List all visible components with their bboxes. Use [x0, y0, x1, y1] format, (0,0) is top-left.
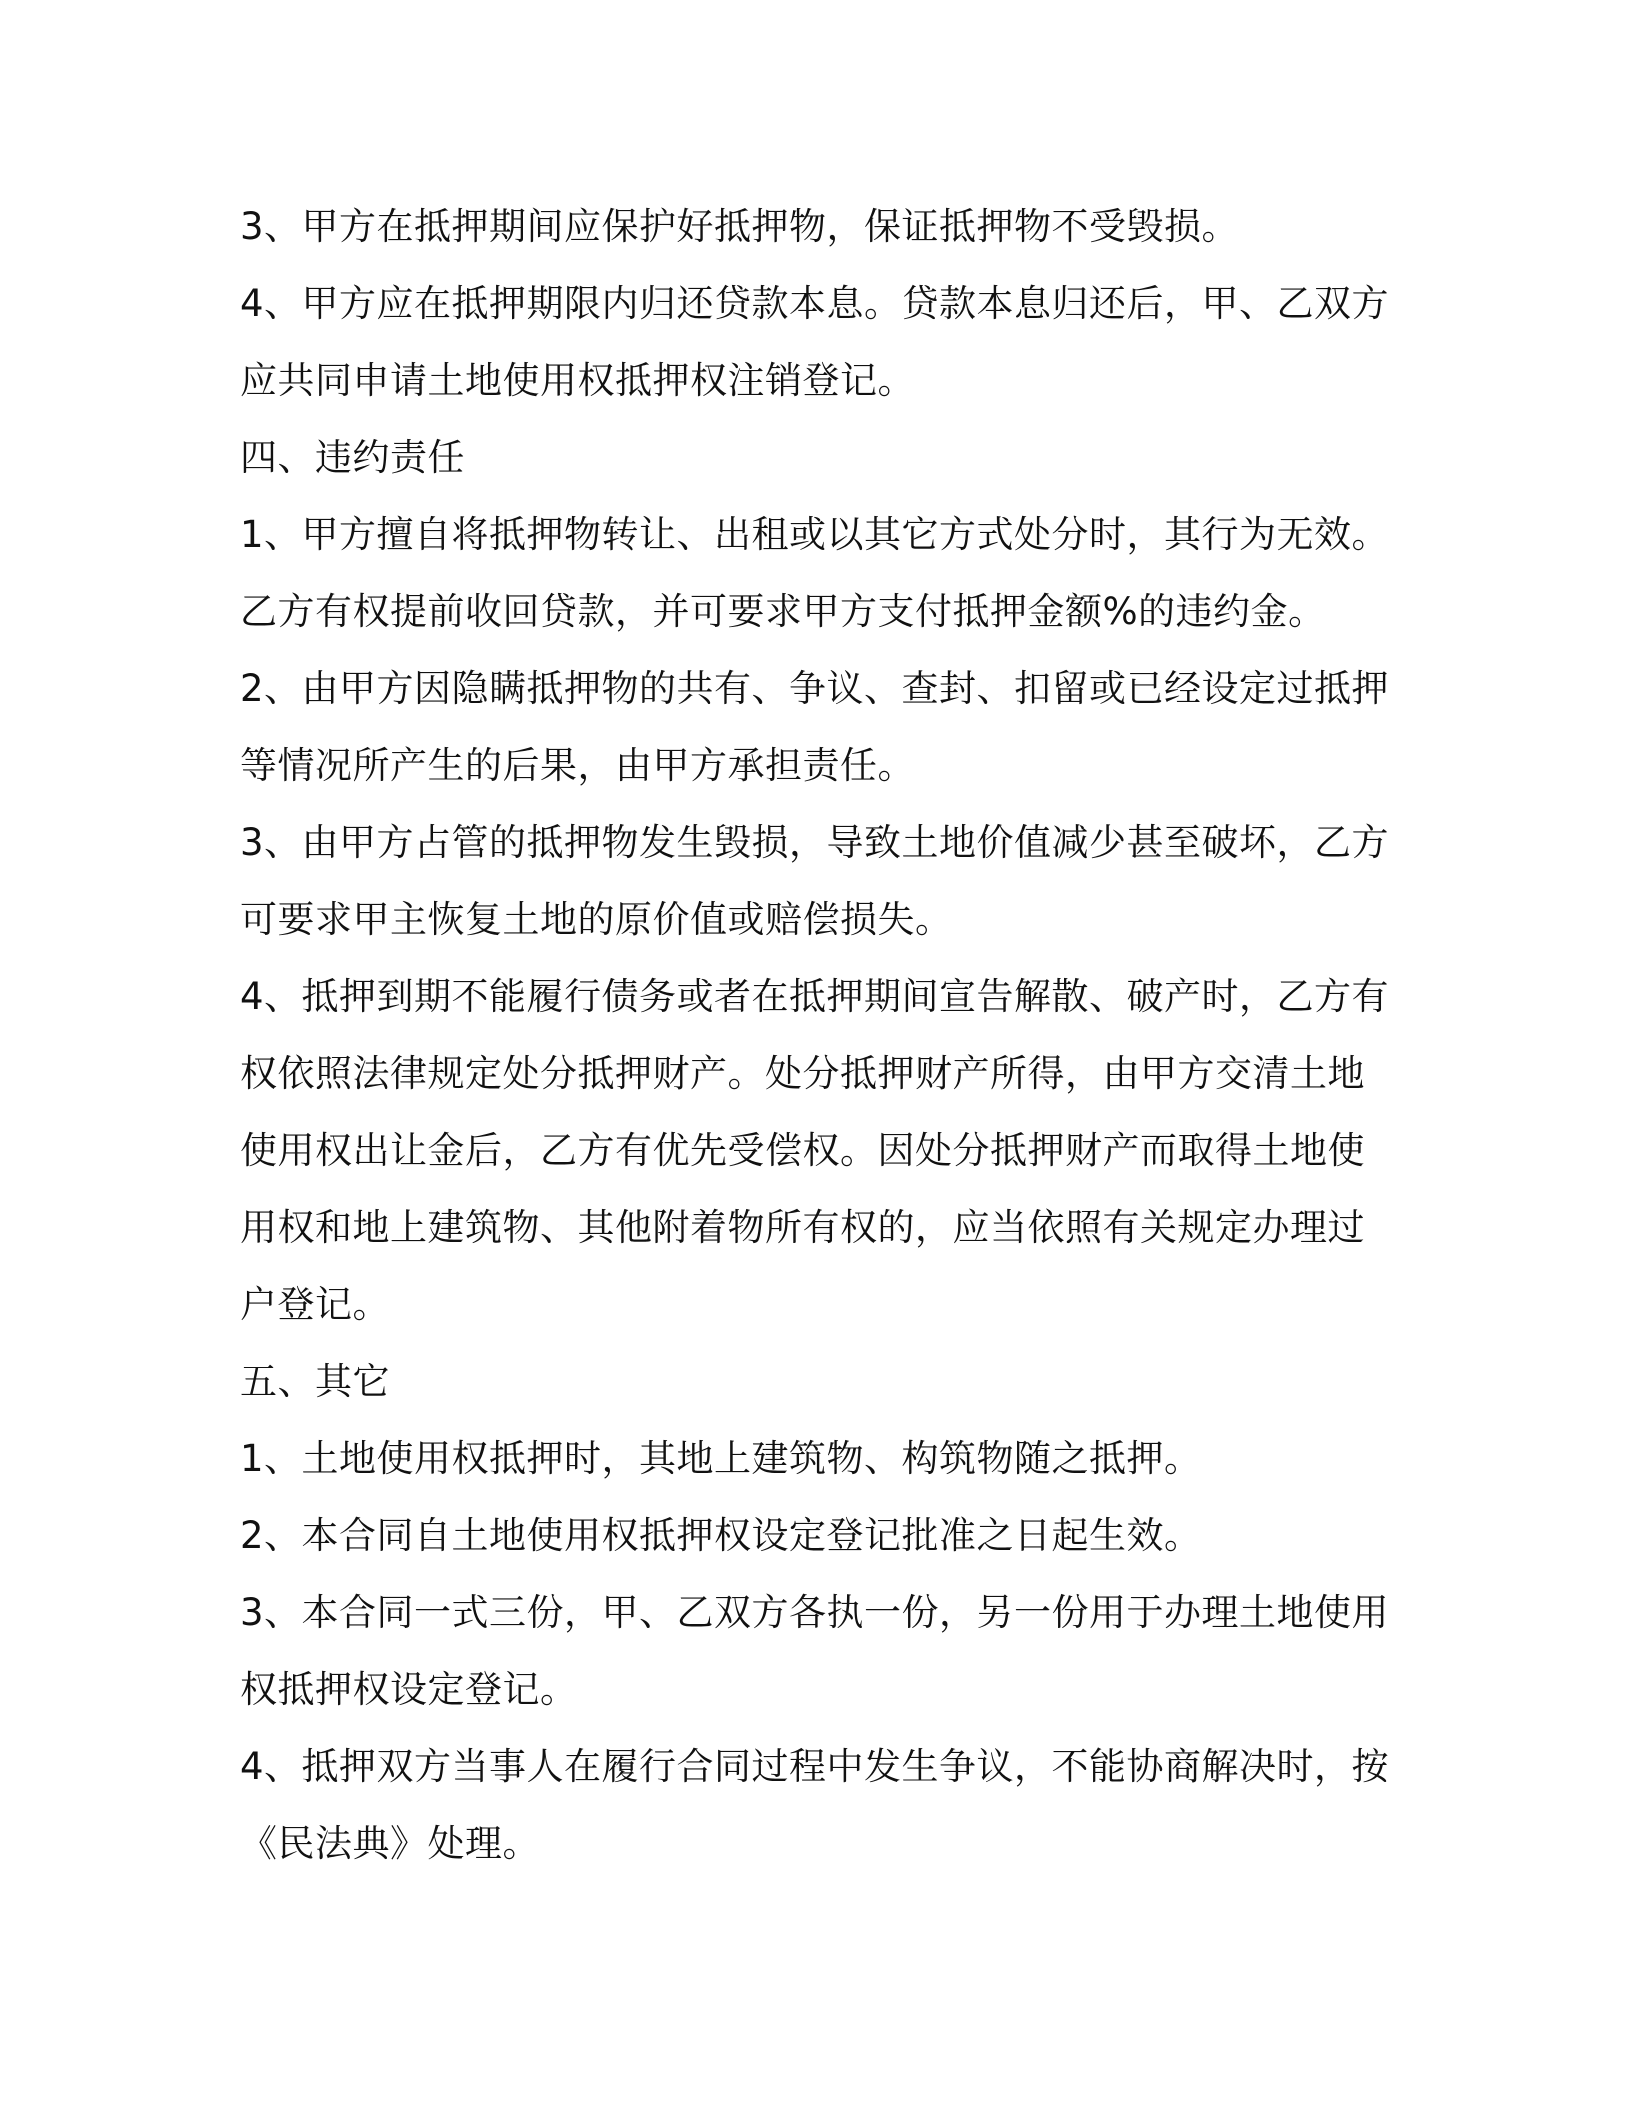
document-body: [240, 188, 1400, 1882]
other-clause-4: 4、抵押双方当事人在履行合同过程中发生争议，不能协商解决时，按《民法典》处理。: [240, 1745, 1390, 1865]
breach-clause-1: 1、甲方擅自将抵押物转让、出租或以其它方式处分时，其行为无效。乙方有权提前收回贷款，并可要求甲方支付抵押金额%的违约金。: [240, 513, 1390, 633]
other-clause-3: 3、本合同一式三份，甲、乙双方各执一份，另一份用于办理土地使用权抵押权设定登记。: [240, 1591, 1390, 1711]
other-clause-1: 1、土地使用权抵押时，其地上建筑物、构筑物随之抵押。: [240, 1437, 1202, 1480]
breach-clause-3: 3、由甲方占管的抵押物发生毁损，导致土地价值减少甚至破坏，乙方可要求甲主恢复土地的原价值或赔偿损失。: [240, 821, 1390, 941]
section-heading-breach: 四、违约责任: [240, 436, 465, 479]
section-heading-other: 五、其它: [240, 1360, 390, 1403]
breach-clause-4: 4、抵押到期不能履行债务或者在抵押期间宣告解散、破产时，乙方有权依照法律规定处分抵押财产。处分抵押财产所得，由甲方交清土地使用权出让金后，乙方有优先受偿权。因处分抵押财产而取得土地使用权和地上建筑物、其他附着物所有权的，应当依照有关规定办理过户登记。: [240, 975, 1390, 1326]
other-clause-2: 2、本合同自土地使用权抵押权设定登记批准之日起生效。: [240, 1514, 1202, 1557]
clause-4-repay-loan: 4、甲方应在抵押期限内归还贷款本息。贷款本息归还后，甲、乙双方应共同申请土地使用权抵押权注销登记。: [240, 282, 1390, 402]
clause-3-protect-collateral: 3、甲方在抵押期间应保护好抵押物，保证抵押物不受毁损。: [240, 205, 1240, 248]
breach-clause-2: 2、由甲方因隐瞒抵押物的共有、争议、查封、扣留或已经设定过抵押等情况所产生的后果，由甲方承担责任。: [240, 667, 1390, 787]
